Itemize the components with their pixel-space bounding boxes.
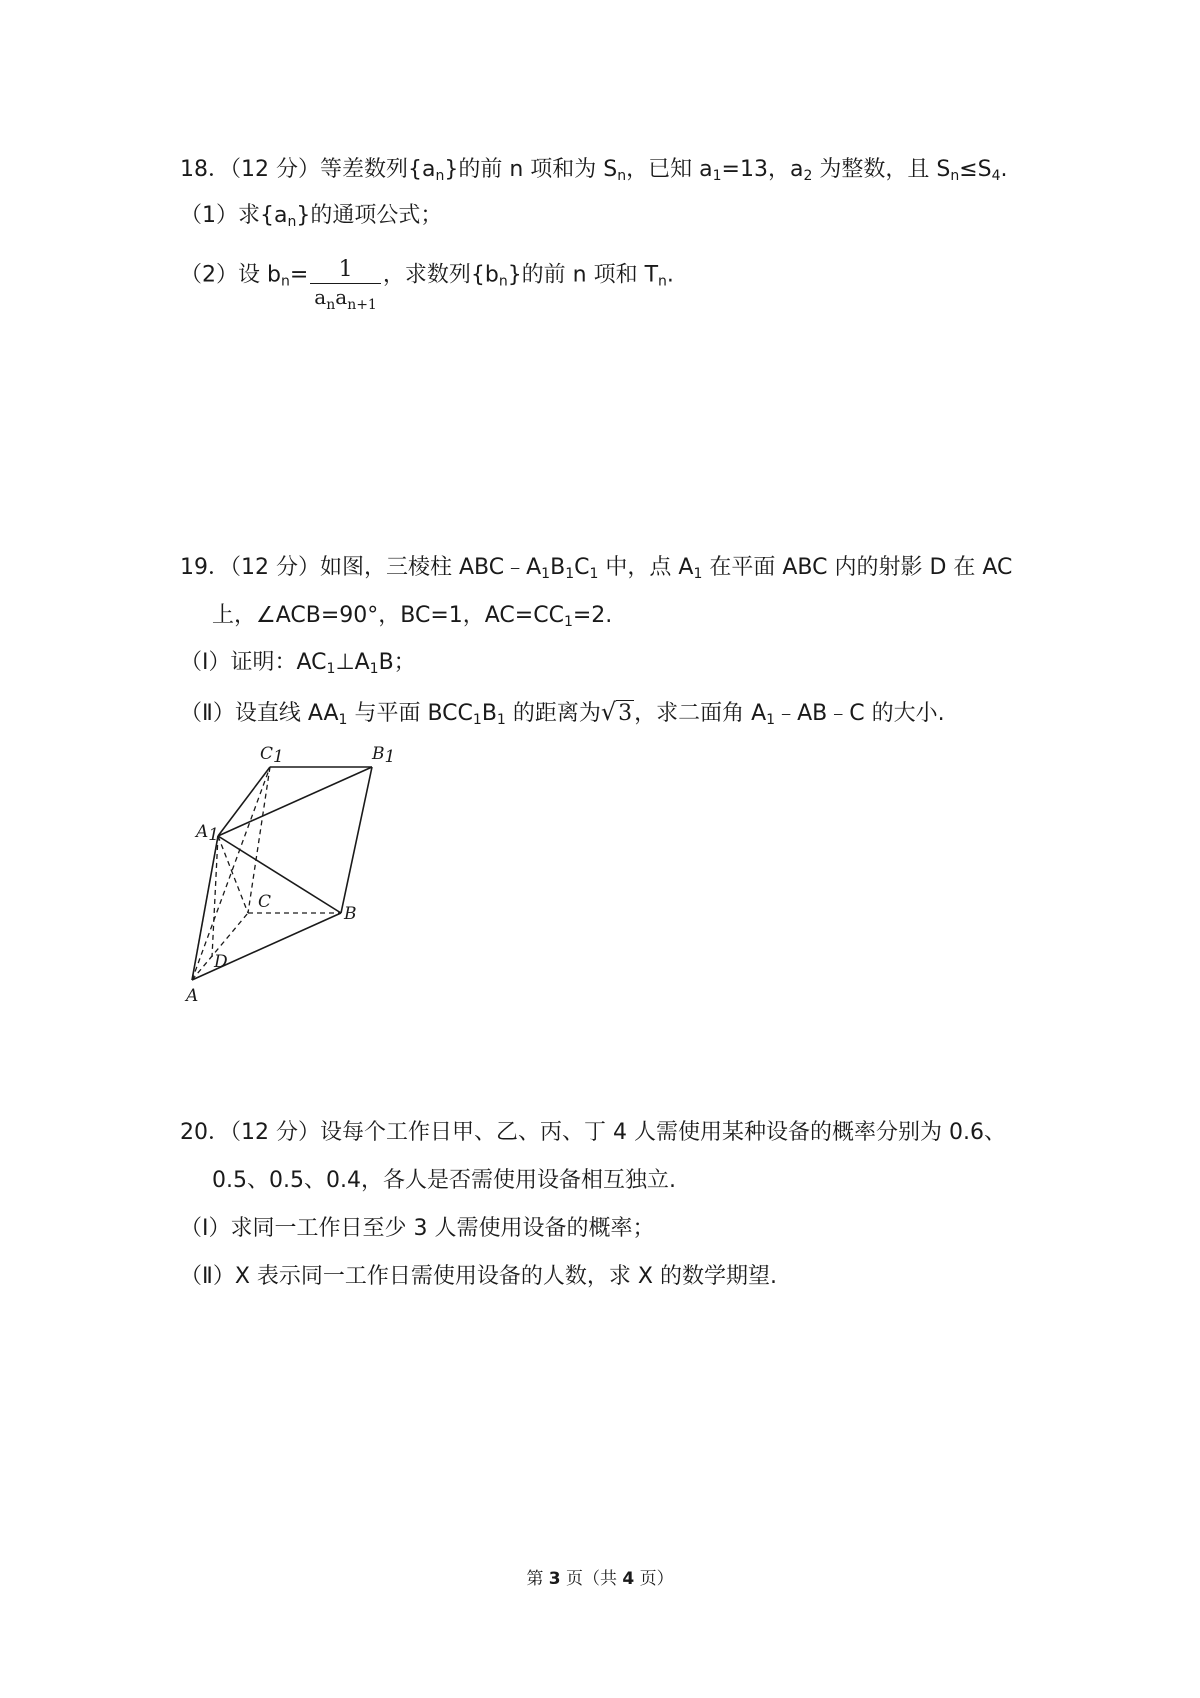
q19-number: 19． — [180, 555, 230, 580]
q19-part2: （Ⅱ）设直线 $AA_1$ 与平面 $BCC_1B_1$ 的距离为√3，求二面角 $A_1﹣AB﹣C$ 的大小. — [180, 698, 945, 728]
q19-stem-line2: 上，∠ACB=90°，BC=1，$AC=CC_1=2$. — [212, 603, 613, 630]
q18-number: 18． — [180, 157, 230, 182]
page-number: 3 — [548, 1569, 561, 1589]
q18-part1: （1）求$\{a_n\}$的通项公式； — [180, 203, 443, 230]
sqrt-three: √3 — [600, 698, 633, 726]
page-footer: 第 3 页（共 4 页） — [526, 1569, 674, 1589]
q18-score: （12 分） — [230, 157, 320, 182]
q18-stem: 18．（12 分）等差数列$\{a_n\}$的前 n 项和为 $S_n$，已知 $a_1=13$，$a_2$ 为整数，且 $S_n\le S_4$. — [180, 157, 1008, 184]
edge-A1B1 — [218, 767, 372, 836]
label-B: B — [344, 904, 357, 924]
q20-number: 20． — [180, 1120, 230, 1145]
edge-B1B — [341, 767, 372, 913]
total-pages: 4 — [622, 1569, 635, 1589]
q19-stem-line1: 19．（12 分）如图，三棱柱 $ABC﹣A_1B_1C_1$ 中，点 $A_1$ 在平面 ABC 内的射影 D 在 AC — [180, 555, 1013, 582]
label-A1: A1 — [196, 822, 220, 845]
edge-A1C1 — [218, 767, 270, 836]
label-A: A — [186, 986, 199, 1006]
q18-fraction: $\frac{1}{a_na_{n+1}}$ — [310, 257, 381, 310]
edge-A1B — [218, 836, 341, 913]
q20-stem-line1: 20．（12 分）设每个工作日甲、乙、丙、丁 4 人需使用某种设备的概率分别为 0.6、 — [180, 1120, 1006, 1145]
prism-figure — [180, 735, 400, 1010]
q20-stem-line2: 0.5、0.5、0.4，各人是否需使用设备相互独立. — [212, 1168, 676, 1193]
q20-part1: （Ⅰ）求同一工作日至少 3 人需使用设备的概率； — [180, 1216, 655, 1241]
edge-A1C — [218, 836, 248, 913]
q19-part1: （Ⅰ）证明：$AC_1\perp A_1B$； — [180, 650, 416, 677]
q20-part2: （Ⅱ）X 表示同一工作日需使用设备的人数，求 X 的数学期望. — [180, 1264, 777, 1289]
q19-score: （12 分） — [230, 555, 320, 580]
q20-score: （12 分） — [230, 1120, 320, 1145]
label-B1: B1 — [372, 744, 396, 767]
label-D: D — [214, 952, 228, 972]
edge-AC1 — [192, 767, 270, 980]
q18-part2: （2）设 $b_n=$ $\frac{1}{a_na_{n+1}}$ ，求数列$\{b_n\}$的前 n 项和 $T_n$. — [180, 257, 674, 313]
label-C1: C1 — [260, 744, 284, 767]
label-C: C — [258, 892, 272, 912]
